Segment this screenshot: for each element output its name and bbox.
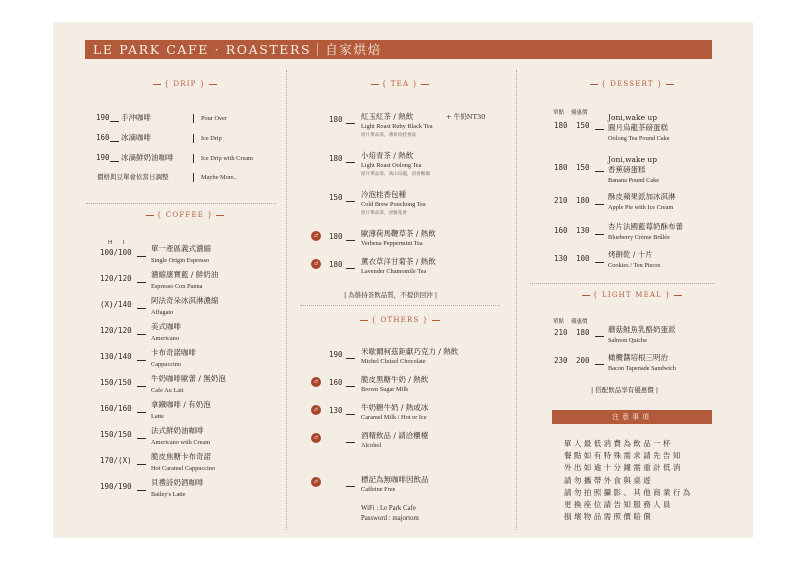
dessert-name: 杏片法國藍莓奶酥布蕾 — [608, 222, 683, 231]
notice-line: 外出如逾十分鐘需重計低消 — [564, 463, 683, 473]
caffeine-free-badge: cf — [311, 433, 321, 443]
notice-line: 單人最低消費為飲品一杯 — [564, 439, 673, 448]
tea-note: 原片單品茶，薄荷肉桂香氣 — [361, 133, 417, 138]
tea-name-en: Cold Brew Pouchong Tea — [361, 201, 426, 208]
password-text: Password : majortom — [361, 515, 419, 522]
divider-bar — [193, 134, 194, 143]
section-divider — [86, 203, 276, 204]
price-underline — [137, 386, 146, 387]
coffee-name: 阿法奇朵冰淇淋濃縮 — [151, 296, 219, 305]
price-underline — [595, 129, 604, 130]
coffee-name: 卡布奇諾咖啡 — [151, 348, 196, 357]
others-price: 130 — [329, 406, 343, 415]
dessert-price-combo: 150 — [576, 121, 590, 130]
coffee-name: 拿鐵咖啡 / 有奶泡 — [151, 400, 211, 409]
coffee-name-en: Espresso Con Panna — [151, 283, 203, 290]
drip-note: 價格與豆單會依當日調整 — [97, 173, 169, 181]
meal-col-combo: 優惠價 — [571, 319, 588, 325]
dessert-price-single: 210 — [554, 196, 568, 205]
tea-price: 180 — [329, 115, 343, 124]
dessert-price-combo: 150 — [576, 163, 590, 172]
price-underline — [137, 490, 146, 491]
divider-bar — [193, 173, 194, 182]
others-name: 牛奶糖牛奶 / 熱或冰 — [361, 403, 429, 412]
drip-name: 手沖咖啡 — [121, 113, 151, 122]
coffee-price: 120/120 — [100, 326, 132, 335]
meal-name: 橄欖醬培根三明治 — [608, 353, 668, 362]
price-underline — [346, 162, 355, 163]
coffee-name-en: Affagato — [151, 309, 174, 316]
section-title-light-meal: { LIGHT MEAL } — [547, 291, 717, 299]
caffeine-free-badge: cf — [311, 405, 321, 415]
dessert-name-en: Banana Pound Cake — [608, 177, 660, 184]
coffee-name: 濃縮康寶藍 / 鮮奶油 — [151, 270, 219, 279]
drip-name-en: Ice Drip with Cream — [201, 155, 253, 162]
price-underline — [137, 282, 146, 283]
tea-price: 180 — [329, 154, 343, 163]
others-name: 米歇爾柯茲鉅獻巧克力 / 熱飲 — [361, 347, 459, 356]
others-price: 160 — [329, 378, 343, 387]
dessert-name-en: Oolong Tea Pound Cake — [608, 135, 670, 142]
dessert-name: 酥皮蘋果派加冰淇淋 — [608, 192, 676, 201]
others-name-en: Caramel Milk / Hot or Ice — [361, 414, 427, 421]
price-underline — [137, 464, 146, 465]
dessert-price-single: 160 — [554, 226, 568, 235]
others-name-en: Alcohol — [361, 442, 382, 449]
price-underline — [346, 414, 355, 415]
caffeine-free-badge: cf — [311, 377, 321, 387]
dessert-col-combo: 優惠價 — [571, 110, 588, 116]
tea-name-en: Verbena Peppermint Tea — [361, 240, 423, 247]
meal-price-single: 230 — [554, 356, 568, 365]
price-underline — [346, 201, 355, 202]
price-underline — [346, 386, 355, 387]
coffee-name-en: Americano with Cream — [151, 439, 211, 446]
price-underline — [595, 364, 604, 365]
drip-note-en: Maybe More.. — [201, 174, 237, 181]
coffee-name-en: Americano — [151, 335, 179, 342]
section-title-others: { OTHERS } — [315, 316, 485, 324]
coffee-col-h: H — [108, 240, 113, 246]
meal-name-en: Bacon Tapenade Sandwich — [608, 365, 676, 372]
caffeine-free-badge: cf — [311, 259, 321, 269]
price-underline — [346, 268, 355, 269]
tea-price: 180 — [329, 260, 343, 269]
menu-banner: LE PARK CAFE · ROASTERS｜自家烘焙 — [85, 40, 712, 59]
others-name: 酒精飲品 / 請洽櫃檯 — [361, 431, 429, 440]
drip-price: 190 — [96, 153, 110, 162]
tea-name-en: Light Roast Oolong Tea — [361, 162, 422, 169]
dessert-name: 烤餅乾 / 十片 — [608, 250, 653, 259]
price-underline — [137, 360, 146, 361]
section-title-coffee: { COFFEE } — [100, 211, 270, 219]
price-underline — [595, 171, 604, 172]
drip-name: 冰滴鮮奶油咖啡 — [121, 153, 174, 162]
dessert-price-single: 180 — [554, 121, 568, 130]
price-underline — [346, 442, 355, 443]
coffee-name: 法式鮮奶油咖啡 — [151, 426, 204, 435]
coffee-name-en: Cafe Au Lait — [151, 387, 184, 394]
price-underline — [110, 161, 119, 162]
price-underline — [595, 234, 604, 235]
price-underline — [595, 262, 604, 263]
coffee-name-en: Hot Caramel Cappuccino — [151, 465, 215, 472]
coffee-price: 190/190 — [100, 482, 132, 491]
drip-name-en: Pour Over — [201, 115, 228, 122]
section-title-dessert: { DESSERT } — [547, 80, 717, 88]
tea-price: 150 — [329, 193, 343, 202]
price-underline — [346, 358, 355, 359]
dessert-name-en: Blueberry Crème Brûlée — [608, 234, 670, 241]
dessert-price-single: 180 — [554, 163, 568, 172]
meal-name-en: Salmon Quiche — [608, 337, 647, 344]
coffee-name: 美式咖啡 — [151, 322, 181, 331]
caffeine-free-badge: cf — [311, 477, 321, 487]
notice-line: 更換座位請告知服務人員 — [564, 500, 673, 510]
dessert-name: 香蕉磅蛋糕 — [608, 165, 646, 174]
section-title-tea: { TEA } — [315, 80, 485, 88]
caffeine-free-badge: cf — [311, 231, 321, 241]
drip-name-en: Ice Drip — [201, 135, 222, 142]
coffee-price: 100/100 — [100, 248, 132, 257]
notice-header: 注意事項 — [552, 410, 712, 424]
divider-bar — [193, 154, 194, 163]
tea-name: 紅玉紅茶 / 熱飲 — [361, 112, 414, 121]
tea-footer: | 為維持茶飲品質，不提供回沖 | — [344, 291, 438, 299]
light-meal-footer: | 搭配飲品享有優惠價 | — [591, 386, 659, 394]
meal-name: 蘑菇鮭魚乳酪奶蛋派 — [608, 325, 676, 334]
price-underline — [137, 256, 146, 257]
coffee-name-en: Single Origin Espresso — [151, 257, 210, 264]
coffee-price: (X)/140 — [100, 300, 132, 309]
drip-name: 冰滴咖啡 — [121, 133, 151, 142]
dessert-name: 圓月烏龍茶磅蛋糕 — [608, 123, 668, 132]
meal-price-combo: 200 — [576, 356, 590, 365]
price-underline — [595, 336, 604, 337]
price-underline — [137, 438, 146, 439]
dessert-price-combo: 180 — [576, 196, 590, 205]
coffee-price: 130/140 — [100, 352, 132, 361]
tea-name: 歐薄荷馬鞭草茶 / 熱飲 — [361, 229, 436, 238]
others-name: 標記為無咖啡因飲品 — [361, 475, 429, 484]
tea-name: 小焙青茶 / 熱飲 — [361, 151, 414, 160]
dessert-price-combo: 130 — [576, 226, 590, 235]
divider-bar — [193, 114, 194, 123]
dessert-price-combo: 100 — [576, 254, 590, 263]
wifi-text: WiFi : Le Park Cafe — [361, 505, 416, 512]
coffee-price: 120/120 — [100, 274, 132, 283]
others-name-en: Caffeine Free — [361, 486, 396, 493]
drip-price: 190 — [96, 113, 110, 122]
coffee-col-i: I — [123, 240, 125, 246]
dessert-name-en: Cookies / Ten Pieces — [608, 262, 661, 269]
notice-line: 損壞物品需照價賠償 — [564, 512, 654, 522]
coffee-name-en: Bailey's Latte — [151, 491, 186, 498]
others-price: 190 — [329, 350, 343, 359]
section-divider — [530, 283, 715, 284]
coffee-name: 脆皮焦糖卡布奇諾 — [151, 452, 211, 461]
tea-name: 冷泡桂香包種 — [361, 190, 406, 199]
tea-name: 薰衣草洋甘菊茶 / 熱飲 — [361, 257, 436, 266]
others-name-en: Brown Sugar Milk — [361, 386, 409, 393]
section-title-drip: { DRIP } — [100, 80, 270, 88]
price-underline — [110, 121, 119, 122]
tea-price: 180 — [329, 232, 343, 241]
column-divider — [516, 70, 517, 530]
section-divider — [300, 305, 500, 306]
tea-note: 原片單品茶，淡雅花香 — [361, 211, 407, 216]
dessert-name-en: Apple Pie with Ice Cream — [608, 204, 674, 211]
dessert-col-single: 單點 — [553, 110, 565, 116]
coffee-name: 牛奶咖啡歐蕾 / 無奶泡 — [151, 374, 226, 383]
drip-price: 160 — [96, 133, 110, 142]
price-underline — [595, 204, 604, 205]
notice-line: 餐點如有特殊需求請先告知 — [564, 451, 683, 461]
price-underline — [346, 240, 355, 241]
coffee-price: 150/150 — [100, 378, 132, 387]
dessert-price-single: 130 — [554, 254, 568, 263]
coffee-price: 160/160 — [100, 404, 132, 413]
price-underline — [137, 412, 146, 413]
price-underline — [110, 141, 119, 142]
notice-body — [564, 438, 708, 523]
column-divider — [286, 70, 287, 530]
others-name-en: Michel Cluizel Chocolate — [361, 358, 426, 365]
price-underline — [137, 334, 146, 335]
notice-line: 請勿拍照攝影、其他商業行為 — [564, 487, 693, 497]
tea-name-en: Lavender Chamomile Tea — [361, 268, 427, 275]
dessert-subtitle: Joni,wake up — [608, 155, 658, 164]
coffee-name-en: Cappuccino — [151, 361, 182, 368]
meal-price-combo: 180 — [576, 328, 590, 337]
coffee-name: 單一產區義式濃縮 — [151, 244, 211, 253]
coffee-name-en: Latte — [151, 413, 164, 420]
dessert-subtitle: Joni,wake up — [608, 113, 658, 122]
price-underline — [346, 123, 355, 124]
meal-col-single: 單點 — [553, 319, 565, 325]
notice-line: 請勿攜帶外食與桌遊 — [564, 475, 654, 485]
coffee-price: 150/150 — [100, 430, 132, 439]
price-underline — [137, 308, 146, 309]
price-underline — [346, 486, 355, 487]
others-name: 脆皮黑糖牛奶 / 熱飲 — [361, 375, 429, 384]
coffee-price: 170/(X) — [100, 456, 132, 465]
tea-extra: + 牛奶NT30 — [446, 113, 486, 121]
meal-price-single: 210 — [554, 328, 568, 337]
tea-name-en: Light Roast Ruby Black Tea — [361, 123, 433, 130]
tea-note: 原片單品茶，高山烏龍，清香喉韻 — [361, 172, 430, 177]
coffee-name: 貝禮詩奶酒咖啡 — [151, 478, 204, 487]
